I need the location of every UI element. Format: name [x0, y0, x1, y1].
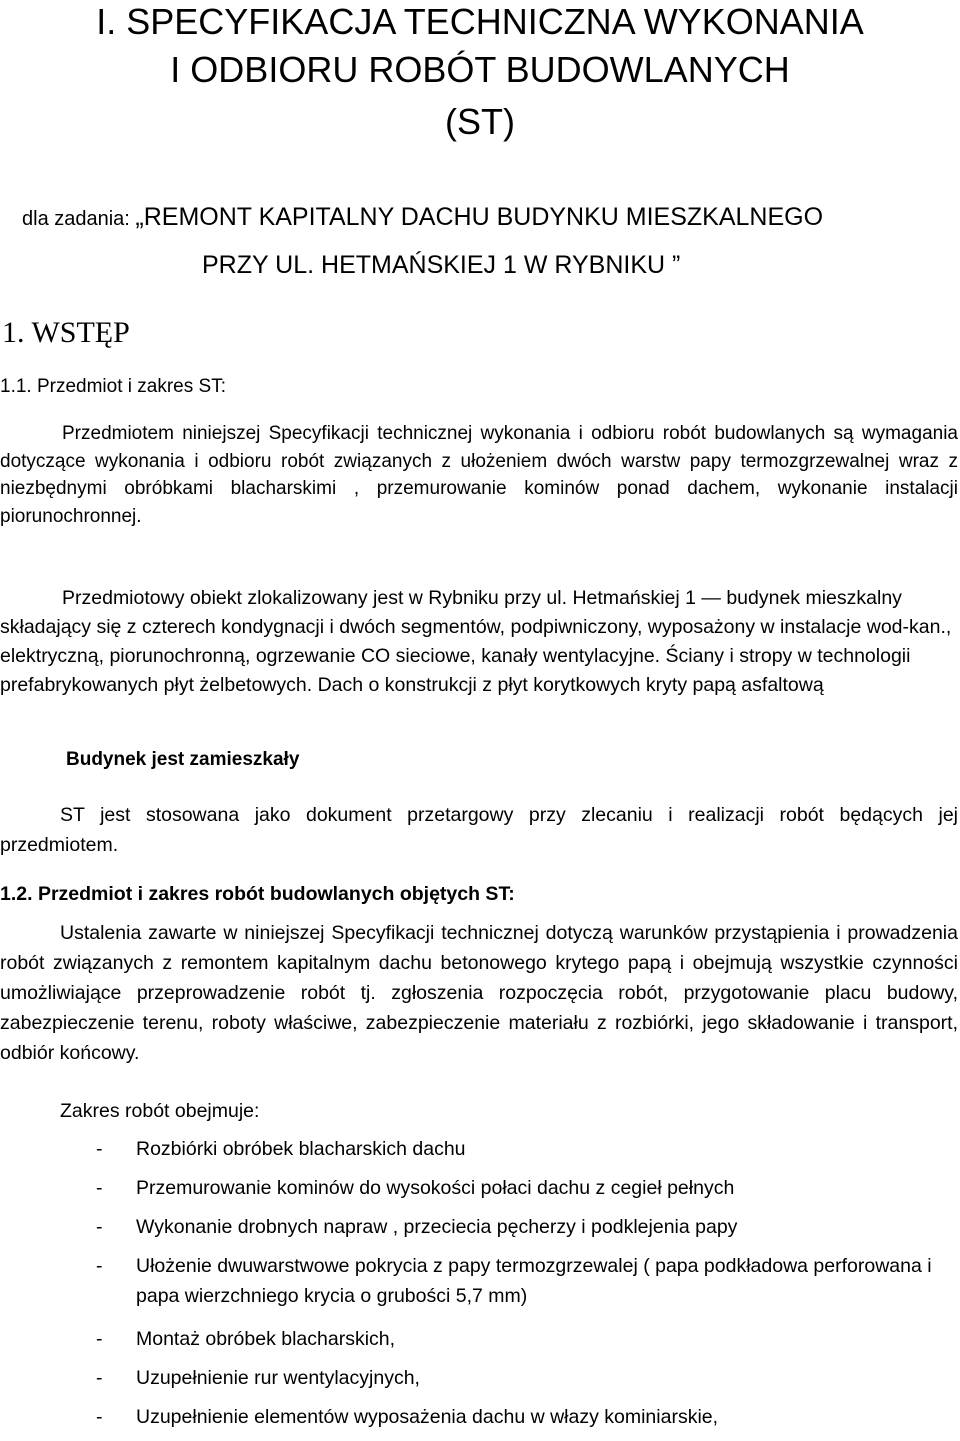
occupied-note: Budynek jest zamieszkały	[66, 749, 300, 770]
list-item	[0, 1134, 960, 1164]
list-item	[0, 1212, 960, 1242]
list-item-text: Rozbiórki obróbek blacharskich dachu	[136, 1138, 466, 1160]
list-dash: -	[96, 1328, 103, 1350]
paragraph-object: Przedmiotowy obiekt zlokalizowany jest w Rybniku przy ul. Hetmańskiej 1 — budynek mieszkalny składający się z czterech kondygnacji i dwóch segmentów, podpiwniczony, wyposażony w instalacje wod-kan., elektryczną, piorunochronną, ogrzewanie CO sieciowe, kanały wentylacyjne. Ściany i stropy w technologii prefabrykowanych płyt żelbetowych. Dach o konstrukcji z płyt korytkowych kryty papą asfaltową	[0, 587, 952, 696]
list-item-text: Uzupełnienie rur wentylacyjnych,	[136, 1367, 420, 1389]
list-item-text: Wykonanie drobnych napraw , przeciecia pęcherzy i podklejenia papy	[136, 1216, 738, 1238]
list-dash: -	[96, 1138, 103, 1160]
list-dash: -	[96, 1367, 103, 1389]
subsection-heading-1-2: 1.2. Przedmiot i zakres robót budowlanych objętych ST:	[0, 883, 515, 905]
list-item-text: Uzupełnienie elementów wyposażenia dachu w włazy kominiarskie,	[136, 1406, 719, 1428]
document-title-line-1: I. SPECYFIKACJA TECHNICZNA WYKONANIA	[96, 1, 864, 42]
list-item	[0, 1251, 960, 1311]
scope-lead: Zakres robót obejmuje:	[60, 1100, 260, 1122]
list-item-text: Ułożenie dwuwarstwowe pokrycia z papy termozgrzewalej ( papa podkładowa perforowana i papa wierzchniego krycia o grubości 5,7 mm)	[136, 1255, 932, 1307]
task-lead: dla zadania:	[22, 208, 136, 230]
list-item-text: Montaż obróbek blacharskich,	[136, 1328, 396, 1350]
list-dash: -	[96, 1216, 103, 1238]
list-dash: -	[96, 1255, 103, 1277]
paragraph-conditions: Ustalenia zawarte w niniejszej Specyfikacji technicznej dotyczą warunków przystąpienia i prowadzenia robót związanych z remontem kapitalnym dachu betonowego krytego papą i obejmują wszystkie czynności umożliwiające przeprowadzenie robót tj. zgłoszenia rozpoczęcia robót, przygotowanie placu budowy, zabezpieczenie terenu, roboty właściwe, zabezpieczenie materiału z rozbiórki, jego składowanie i transport, odbiór końcowy.	[0, 922, 958, 1064]
list-item	[0, 1324, 960, 1354]
list-item-text: Przemurowanie kominów do wysokości połaci dachu z cegieł pełnych	[136, 1177, 735, 1199]
list-dash: -	[96, 1177, 103, 1199]
section-heading: 1. WSTĘP	[2, 316, 130, 349]
list-item	[0, 1402, 960, 1432]
paragraph-scope: Przedmiotem niniejszej Specyfikacji technicznej wykonania i odbioru robót budowlanych są wymagania dotyczące wykonania i odbioru robót związanych z ułożeniem dwóch warstw papy termozgrzewalnej wraz z niezbędnymi obróbkami blacharskimi , przemurowanie kominów ponad dachem, wykonanie instalacji piorunochronnej.	[0, 423, 958, 527]
document-title-line-3: (ST)	[445, 101, 515, 142]
task-name-line-1: „REMONT KAPITALNY DACHU BUDYNKU MIESZKALNEGO	[135, 203, 824, 231]
list-item	[0, 1173, 960, 1203]
task-name-line-2: PRZY UL. HETMAŃSKIEJ 1 W RYBNIKU ”	[202, 251, 681, 279]
scope-list	[0, 1134, 960, 1441]
document-title-line-2: I ODBIORU ROBÓT BUDOWLANYCH	[170, 49, 790, 90]
subsection-heading-1-1: 1.1. Przedmiot i zakres ST:	[0, 376, 226, 397]
list-item	[0, 1363, 960, 1393]
paragraph-tender: ST jest stosowana jako dokument przetargowy przy zlecaniu i realizacji robót będących jej przedmiotem.	[0, 804, 958, 856]
task-line-1	[22, 200, 823, 236]
list-dash: -	[96, 1406, 103, 1428]
